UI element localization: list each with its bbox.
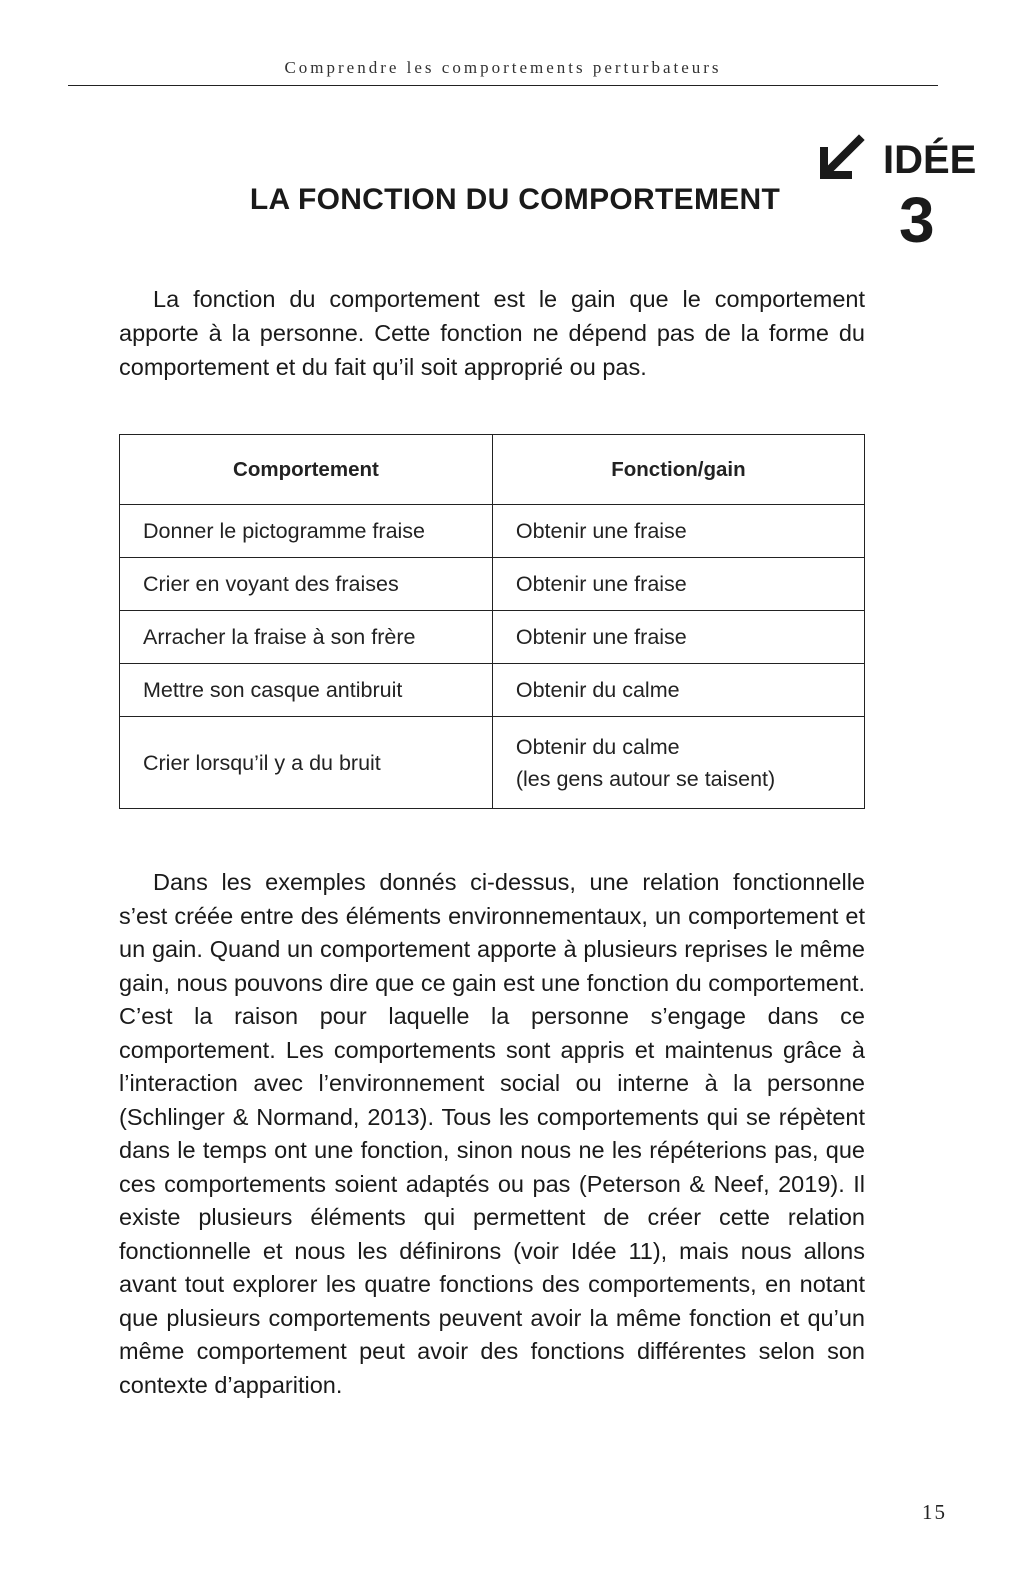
function-cell: Obtenir une fraise xyxy=(492,505,864,558)
table-row xyxy=(120,558,865,611)
running-header: Comprendre les comportements perturbateurs xyxy=(284,58,722,77)
behavior-cell: Crier en voyant des fraises xyxy=(120,558,493,611)
idea-number: 3 xyxy=(899,184,935,256)
table-header-row xyxy=(120,435,865,505)
function-line: Obtenir du calme xyxy=(515,734,680,759)
function-line: (les gens autour se taisent) xyxy=(515,766,776,791)
function-table xyxy=(119,434,865,809)
idea-label: IDÉE xyxy=(883,138,977,182)
chapter-title: LA FONCTION DU COMPORTEMENT xyxy=(249,183,781,216)
behavior-cell: Arracher la fraise à son frère xyxy=(120,611,493,664)
arrow-down-left-icon xyxy=(815,134,865,184)
behavior-cell: Donner le pictogramme fraise xyxy=(120,505,493,558)
table-row xyxy=(120,717,865,809)
header-function: Fonction/gain xyxy=(492,435,864,505)
function-cell: Obtenir une fraise xyxy=(492,611,864,664)
table-row xyxy=(120,664,865,717)
function-cell xyxy=(492,717,864,809)
body-paragraph: Dans les exemples donnés ci-dessus, une relation fonctionnelle s’est créée entre des éléments environnementaux, un comportement et un gain. Quand un comportement apporte à plusieurs reprises le même gain, nous pouvons dire que ce gain est une fonction du comportement. C’est la raison pour laquelle la personne s’engage dans ce comportement. Les comportements sont appris et maintenus grâce à l’interaction avec l’environnement social ou interne à la personne (Schlinger & Normand, 2013). Tous les comportements qui se répètent dans le temps ont une fonction, sinon nous ne les répéterions pas, que ces comportements soient adaptés ou pas (Peterson & Neef, 2019). Il existe plusieurs éléments qui permettent de créer cette relation fonctionnelle et nous les définirons (voir Idée 11), mais nous allons avant tout explorer les quatre fonctions des comportements, en notant que plusieurs comportements peuvent avoir la même fonction et qu’un même comportement peut avoir des fonctions différentes selon son contexte d’apparition. xyxy=(119,869,865,1398)
intro-paragraph: La fonction du comportement est le gain que le comportement apporte à la personne. Cette fonction ne dépend pas de la forme du comportement et du fait qu’il soit approprié ou pas. xyxy=(119,286,865,380)
page-number: 15 xyxy=(922,1500,947,1524)
function-cell: Obtenir du calme xyxy=(492,664,864,717)
table-row xyxy=(120,611,865,664)
table-row xyxy=(120,505,865,558)
function-cell: Obtenir une fraise xyxy=(492,558,864,611)
header-behavior: Comportement xyxy=(120,435,493,505)
behavior-cell: Mettre son casque antibruit xyxy=(120,664,493,717)
behavior-cell: Crier lorsqu’il y a du bruit xyxy=(120,717,493,809)
header-rule xyxy=(68,85,938,86)
